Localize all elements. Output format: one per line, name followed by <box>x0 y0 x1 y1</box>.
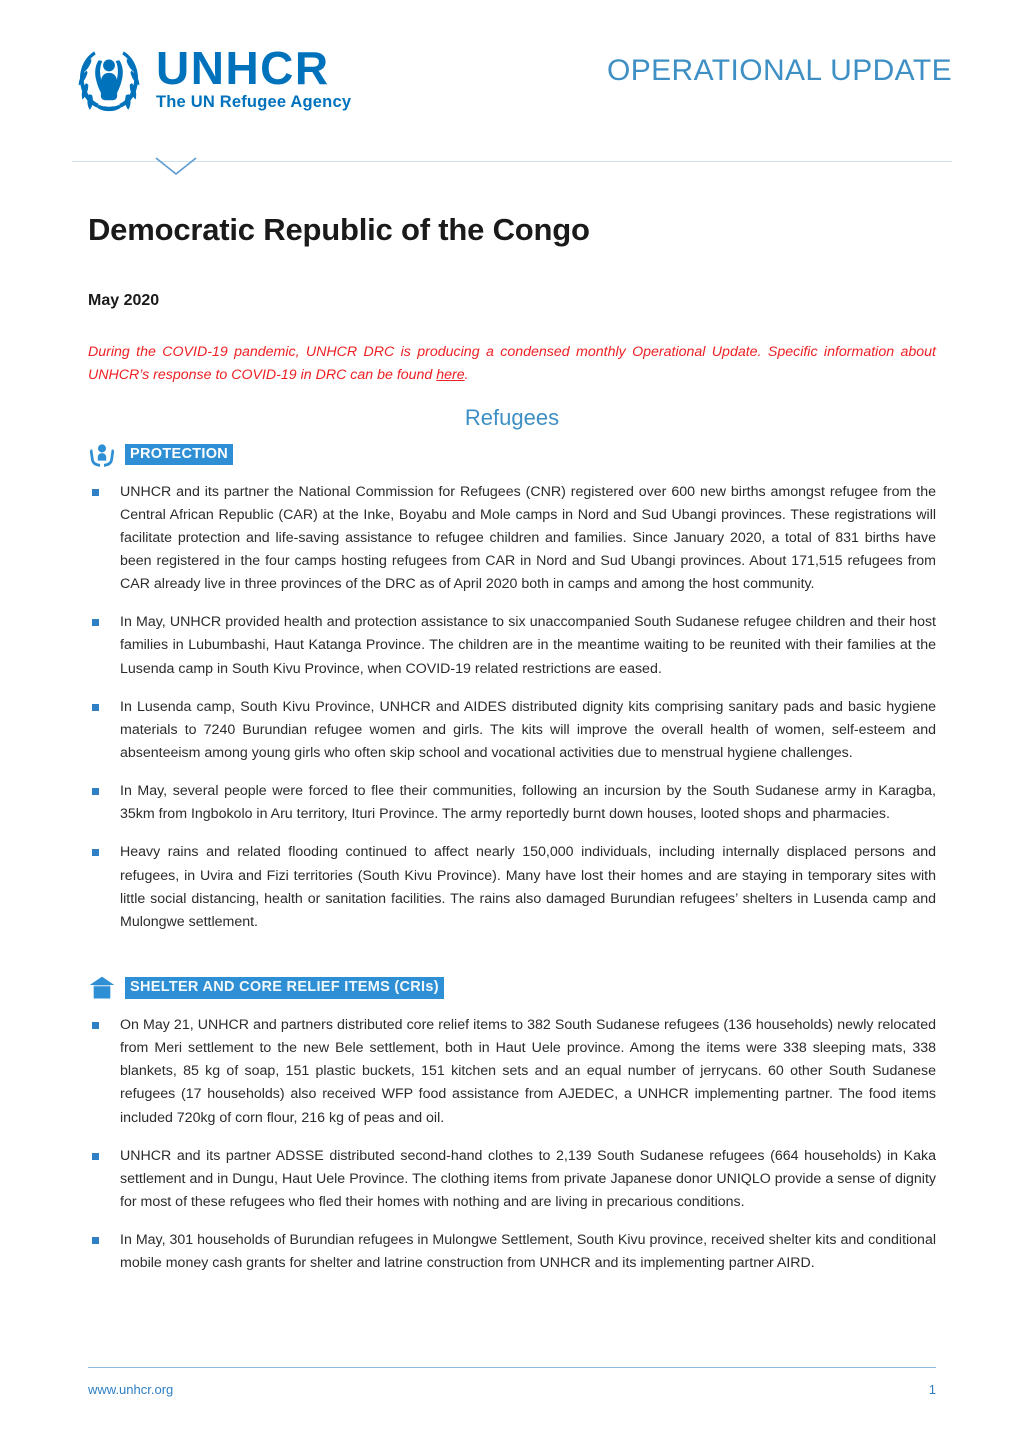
list-item: In May, several people were forced to flee their communities, following an incursion by the South Sudanese army in Karagba, 35km from Ingbokolo in Aru territory, Ituri Province. The army reportedly burnt down houses, looted shops and pharmacies. <box>88 780 936 826</box>
section-label-shelter: SHELTER AND CORE RELIEF ITEMS (CRIs) <box>125 977 444 999</box>
unhcr-wordmark: UNHCR <box>156 42 330 95</box>
covid-info-link[interactable]: here <box>436 366 465 383</box>
unhcr-emblem-icon <box>72 41 146 115</box>
list-item: In May, UNHCR provided health and protection assistance to six unaccompanied South Sudanese refugee children and their host families in Lubumbashi, Haut Katanga Province. The children are in the meantime waiting to be reunited with their families at the Lusenda camp in South Kivu Province, when COVID-19 related restrictions are eased. <box>88 611 936 680</box>
section-header-protection <box>88 441 936 469</box>
page-header <box>0 0 1024 150</box>
list-item: In Lusenda camp, South Kivu Province, UNHCR and AIDES distributed dignity kits comprising sanitary pads and basic hygiene materials to 7240 Burundian refugee women and girls. The kits will improve the overall health of women, self-esteem and absenteeism among young girls who often skip school and vocational activities due to menstrual hygiene challenges. <box>88 696 936 765</box>
page-footer <box>88 1367 936 1398</box>
list-item: Heavy rains and related flooding continued to affect nearly 150,000 individuals, including internally displaced persons and refugees, in Uvira and Fizi territories (South Kivu Province). Many have lost their homes and are staying in temporary sites with little social distancing, health or sanitation facilities. The rains also damaged Burundian refugees’ shelters in Lusenda camp and Mulongwe settlement. <box>88 841 936 934</box>
footer-page-number: 1 <box>928 1382 936 1397</box>
shelter-house-icon <box>88 974 116 1002</box>
unhcr-tagline: The UN Refugee Agency <box>156 93 352 112</box>
document-date: May 2020 <box>88 291 160 309</box>
footer-website-link[interactable]: www.unhcr.org <box>88 1382 174 1397</box>
section-label-protection: PROTECTION <box>125 444 233 466</box>
unhcr-logo-text <box>156 42 352 112</box>
shelter-bullet-list <box>88 1014 936 1275</box>
page-title-operational-update: OPERATIONAL UPDATE <box>606 54 952 87</box>
section-banner-refugees: Refugees <box>464 404 560 430</box>
header-divider-line <box>72 161 952 162</box>
footer-divider-line <box>88 1367 936 1369</box>
section-spacer <box>88 934 936 964</box>
list-item: On May 21, UNHCR and partners distributed core relief items to 382 South Sudanese refugees (136 households) newly relocated from Meri settlement to the new Bele settlement, both in Haut Uele province. Among the items were 338 sleeping mats, 338 blankets, 85 kg of soap, 151 plastic buckets, 151 kitchen sets and an equal number of jerrycans. 60 other South Sudanese refugees (17 households) also received WFP food assistance from AJEDEC, a UNHCR implementing partner. The food items included 720kg of corn flour, 216 kg of peas and oil. <box>88 1014 936 1130</box>
list-item: UNHCR and its partner ADSSE distributed second-hand clothes to 2,139 South Sudanese refugees (664 households) in Kaka settlement and in Dungu, Haut Uele Province. The clothing items from private Japanese donor UNIQLO provide a sense of dignity for most of these refugees who fled their homes with nothing and are living in precarious conditions. <box>88 1145 936 1214</box>
protection-hands-icon <box>88 441 116 469</box>
covid-notice-text-2: . <box>464 366 469 383</box>
covid-notice <box>88 341 936 387</box>
list-item: UNHCR and its partner the National Commission for Refugees (CNR) registered over 600 new births amongst refugee from the Central African Republic (CAR) at the Inke, Boyabu and Mole camps in Nord and Sud Ubangi provinces. These registrations will facilitate protection and life-saving assistance to refugee children and families. Since January 2020, a total of 831 births have been registered in the four camps hosting refugees from CAR in Nord and Sud Ubangi provinces. About 171,515 refugees from CAR already live in three provinces of the DRC as of April 2020 both in camps and among the host community. <box>88 481 936 597</box>
list-item: In May, 301 households of Burundian refugees in Mulongwe Settlement, South Kivu province, received shelter kits and conditional mobile money cash grants for shelter and latrine construction from UNHCR and its implementing partner AIRD. <box>88 1229 936 1275</box>
chevron-down-icon <box>153 155 199 177</box>
section-header-shelter <box>88 974 936 1002</box>
document-title: Democratic Republic of the Congo <box>88 212 590 247</box>
unhcr-logo <box>72 41 351 115</box>
protection-bullet-list <box>88 481 936 934</box>
footer-row <box>88 1382 936 1397</box>
covid-notice-text-1: During the COVID-19 pandemic, UNHCR DRC is producing a condensed monthly Operational Update. Specific information about UNHCR’s response to COVID-19 in DRC can be found <box>88 343 936 383</box>
document-content <box>0 212 1024 1275</box>
header-divider <box>0 150 1024 176</box>
